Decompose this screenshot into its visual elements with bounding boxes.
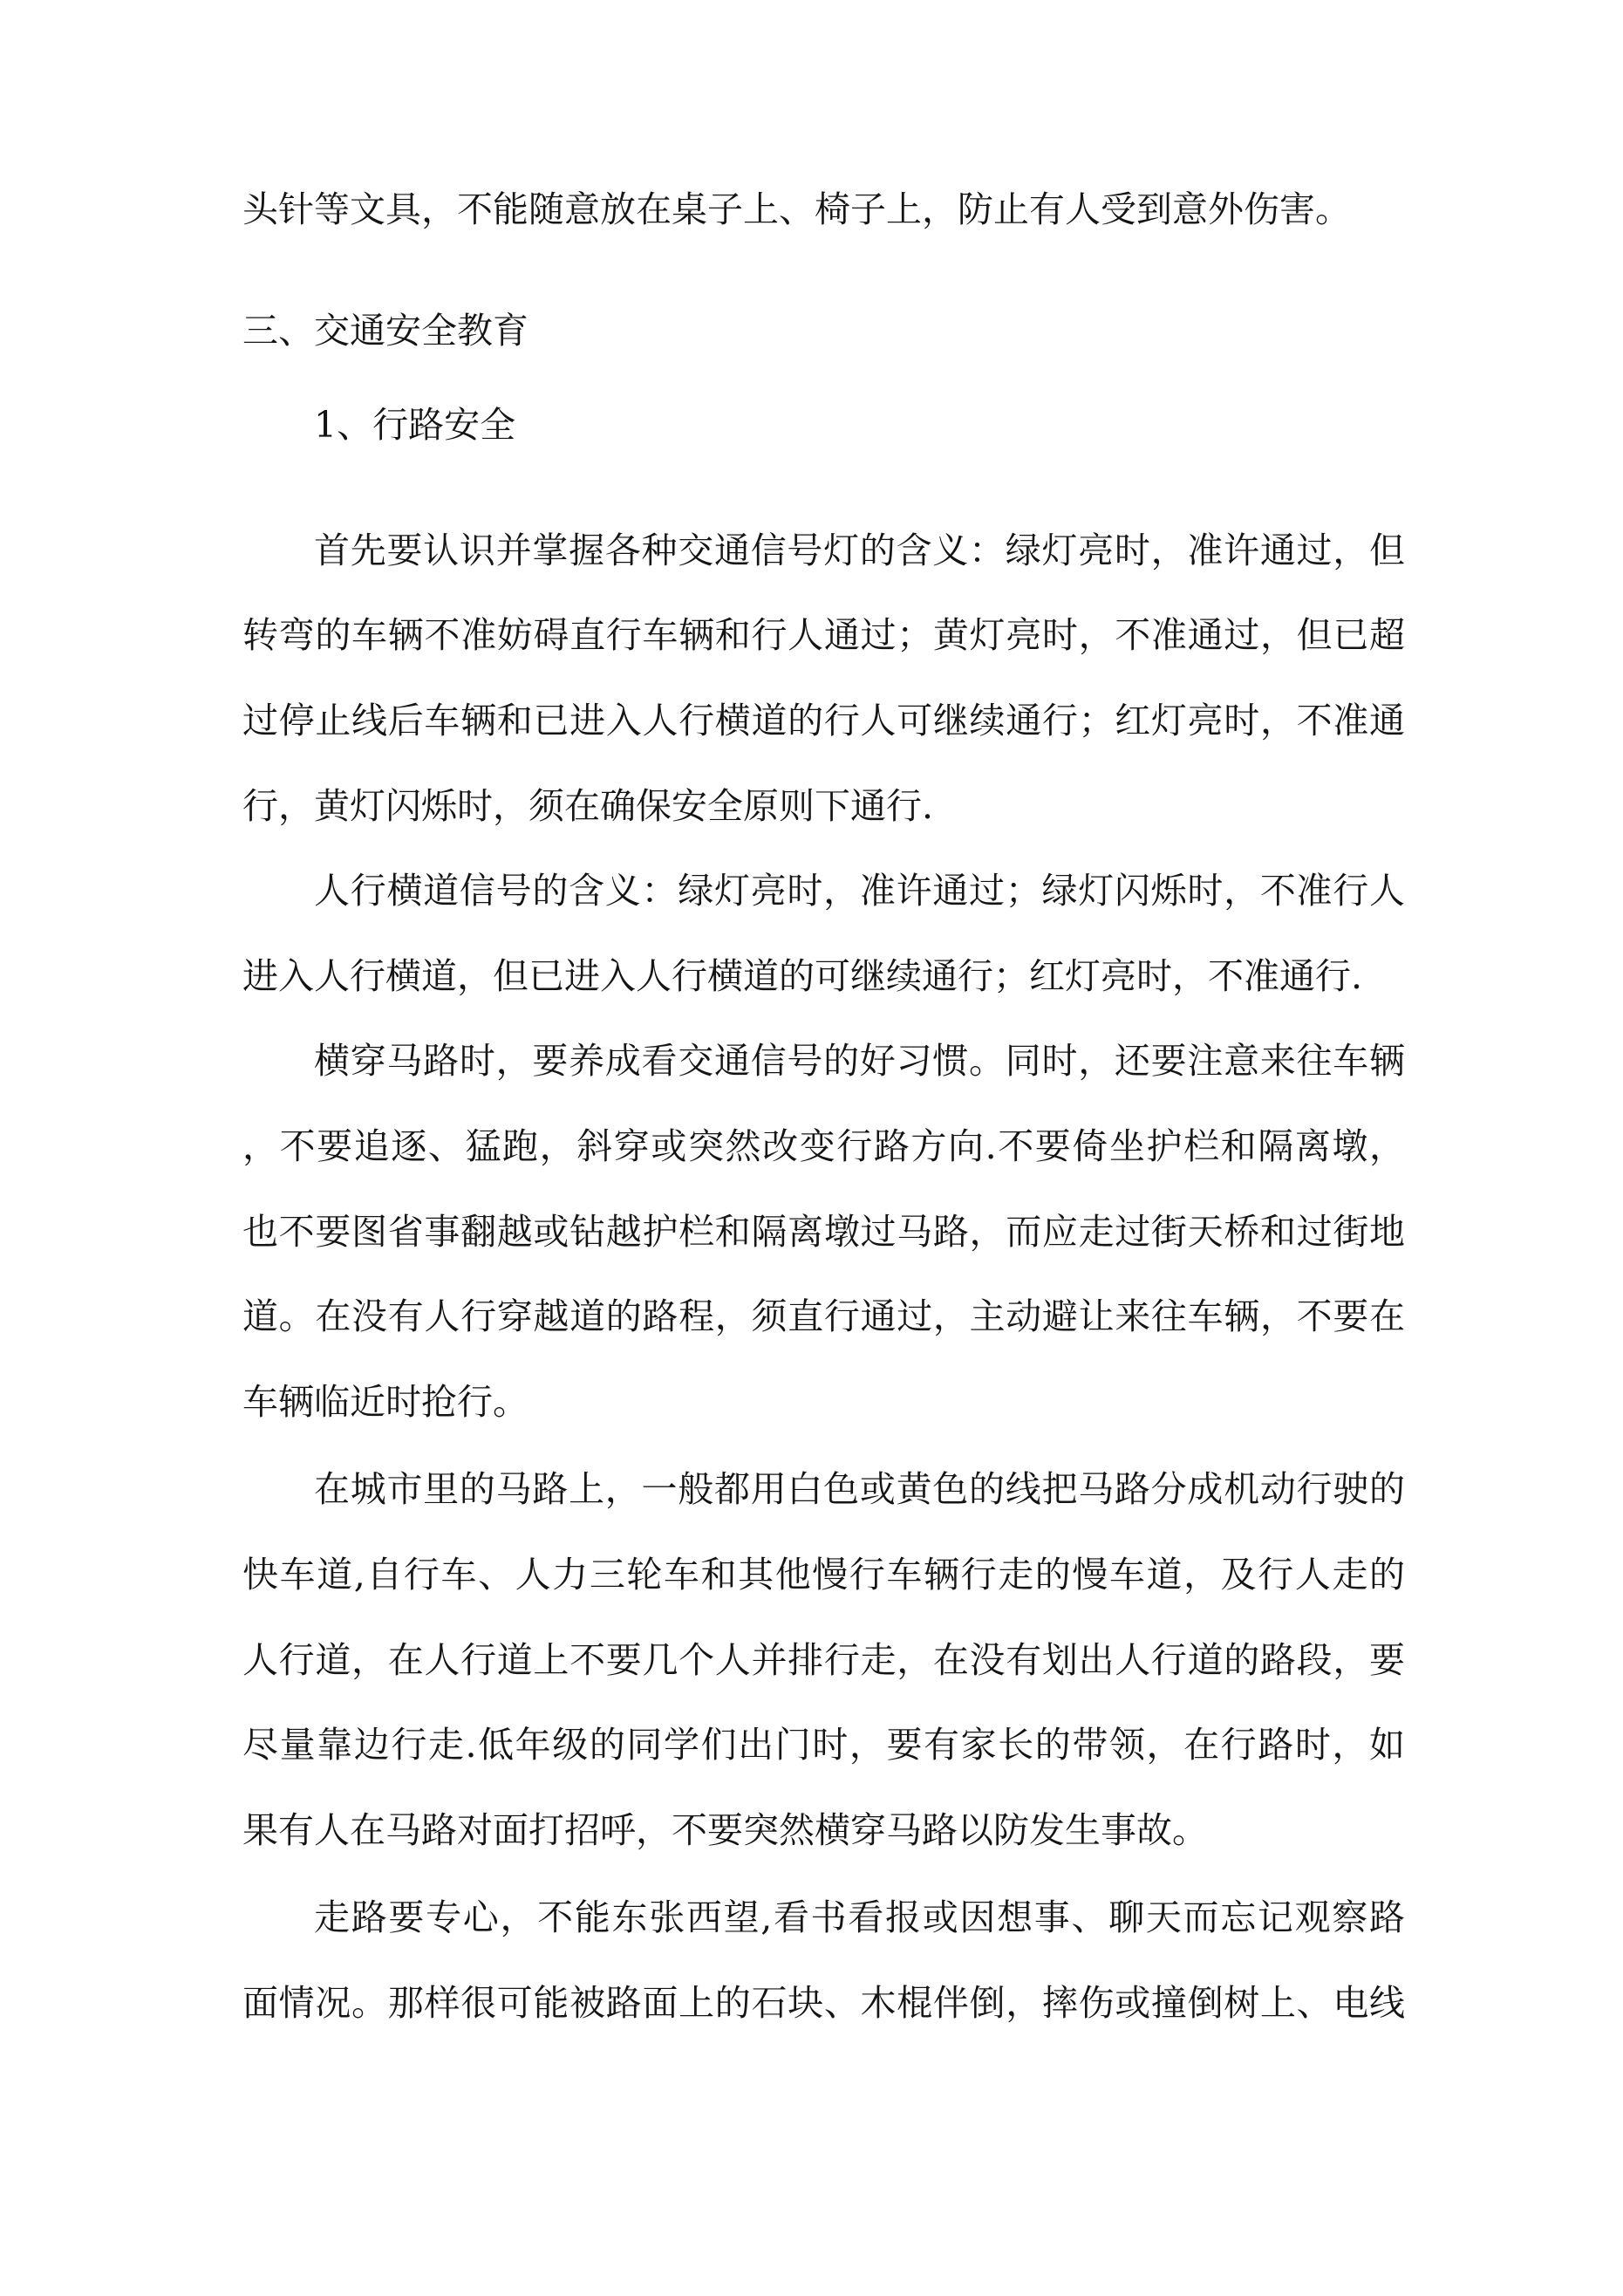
paragraph-line: ，不要追逐、猛跑，斜穿或突然改变行路方向.不要倚坐护栏和隔离墩， (242, 1124, 1405, 1167)
paragraph-line: 尽量靠边行走.低年级的同学们出门时，要有家长的带领，在行路时，如 (242, 1724, 1405, 1766)
paragraph-line: 走路要专心，不能东张西望,看书看报或因想事、聊天而忘记观察路 (314, 1896, 1405, 1939)
paragraph-line: 也不要图省事翻越或钻越护栏和隔离墩过马路，而应走过街天桥和过街地 (242, 1210, 1405, 1253)
paragraph-line: 道。在没有人行穿越道的路程，须直行通过，主动避让来往车辆，不要在 (242, 1295, 1405, 1338)
paragraph-line: 横穿马路时，要养成看交通信号的好习惯。同时，还要注意来往车辆 (314, 1040, 1405, 1083)
paragraph-line: 头针等文具，不能随意放在桌子上、椅子上，防止有人受到意外伤害。 (242, 188, 1351, 230)
paragraph-line: 人行横道信号的含义：绿灯亮时，准许通过；绿灯闪烁时，不准行人 (314, 870, 1405, 912)
paragraph-crosswalk-signals (242, 849, 1405, 1019)
paragraph-line: 人行道，在人行道上不要几个人并排行走，在没有划出人行道的路段，要 (242, 1638, 1405, 1681)
paragraph-line: 果有人在马路对面打招呼，不要突然横穿马路以防发生事故。 (242, 1808, 1208, 1851)
section-heading: 三、交通安全教育 (242, 309, 528, 352)
paragraph-attention-walking (242, 1876, 1405, 2046)
continuation-paragraph (242, 167, 1405, 253)
paragraph-crossing-road (242, 1019, 1405, 1445)
document-body (242, 167, 1405, 2046)
paragraph-lanes (242, 1447, 1405, 1873)
paragraph-line: 首先要认识并掌握各种交通信号灯的含义：绿灯亮时，准许通过，但 (314, 529, 1405, 571)
paragraph-traffic-lights (242, 509, 1405, 849)
paragraph-line: 快车道,自行车、人力三轮车和其他慢行车辆行走的慢车道，及行人走的 (242, 1553, 1405, 1596)
paragraph-line: 进入人行横道，但已进入人行横道的可继续通行；红灯亮时，不准通行. (242, 954, 1363, 997)
paragraph-line: 转弯的车辆不准妨碍直行车辆和行人通过；黄灯亮时，不准通过，但已超 (242, 614, 1405, 657)
subsection-heading: 1、行路安全 (314, 404, 516, 447)
paragraph-line: 在城市里的马路上，一般都用白色或黄色的线把马路分成机动行驶的 (314, 1468, 1405, 1511)
paragraph-line: 过停止线后车辆和已进入人行横道的行人可继续通行；红灯亮时，不准通 (242, 699, 1405, 741)
paragraph-line: 面情况。那样很可能被路面上的石块、木棍伴倒，摔伤或撞倒树上、电线 (242, 1981, 1405, 2024)
paragraph-line: 车辆临近时抢行。 (242, 1380, 528, 1423)
paragraph-line: 行，黄灯闪烁时，须在确保安全原则下通行. (242, 784, 934, 827)
